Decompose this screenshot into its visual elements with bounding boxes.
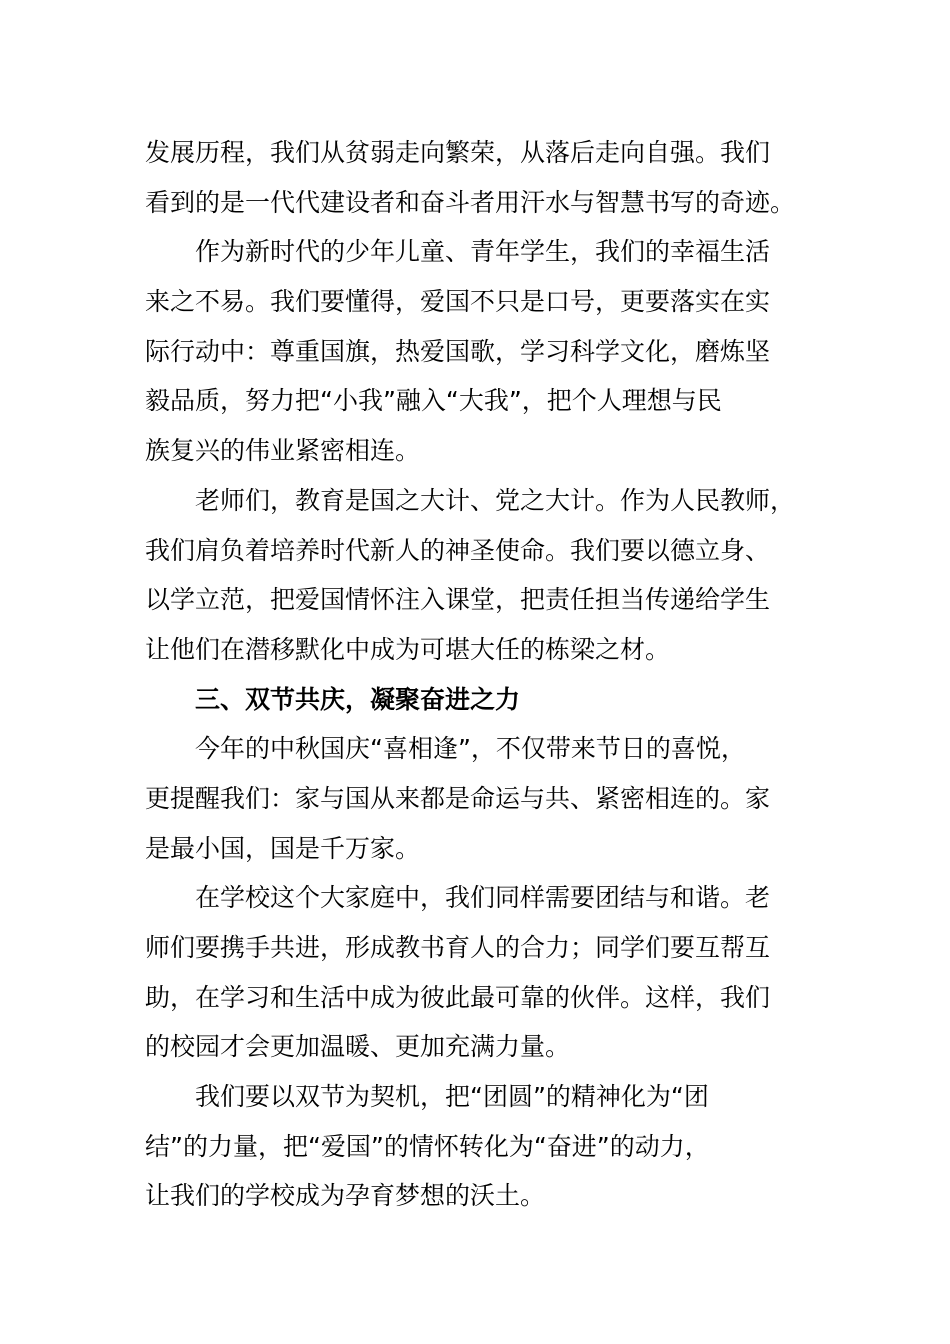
text-line: 师们要携手共进，形成教书育人的合力；同学们要互帮互 (145, 933, 771, 962)
text-line: 际行动中：尊重国旗，热爱国歌，学习科学文化，磨炼坚 (145, 336, 771, 366)
text-line: 来之不易。我们要懂得，爱国不只是口号，更要落实在实 (145, 287, 771, 317)
text-line: 让我们的学校成为孕育梦想的沃土。 (145, 1181, 546, 1211)
text-line: 以学立范，把爱国情怀注入课堂，把责任担当传递给学生 (145, 585, 771, 615)
text-line: 我们肩负着培养时代新人的神圣使命。我们要以德立身、 (145, 535, 771, 565)
document-body (145, 128, 835, 1221)
section-heading: 三、双节共庆，凝聚奋进之力 (195, 684, 521, 714)
paragraph-start-line: 今年的中秋国庆“喜相逢”，不仅带来节日的喜悦， (195, 734, 746, 764)
text-line: 看到的是一代代建设者和奋斗者用汗水与智慧书写的奇迹。 (145, 187, 796, 217)
text-line: 的校园才会更加温暖、更加充满力量。 (145, 1032, 571, 1062)
paragraph-start-line: 作为新时代的少年儿童、青年学生，我们的幸福生活 (195, 237, 771, 267)
text-line: 是最小国，国是千万家。 (145, 833, 421, 863)
text-line: 毅品质，努力把“小我”融入“大我”，把个人理想与民 (145, 386, 722, 416)
text-line: 更提醒我们：家与国从来都是命运与共、紧密相连的。家 (145, 783, 771, 813)
text-line: 让他们在潜移默化中成为可堪大任的栋梁之材。 (145, 634, 671, 664)
paragraph-start-line: 在学校这个大家庭中，我们同样需要团结与和谐。老 (195, 883, 771, 913)
text-line: 发展历程，我们从贫弱走向繁荣，从落后走向自强。我们 (145, 138, 771, 167)
paragraph-start-line: 我们要以双节为契机，把“团圆”的精神化为“团 (195, 1082, 709, 1112)
text-line: 结”的力量，把“爱国”的情怀转化为“奋进”的动力， (145, 1131, 710, 1161)
text-line: 族复兴的伟业紧密相连。 (145, 436, 421, 466)
text-line: 助，在学习和生活中成为彼此最可靠的伙伴。这样，我们 (145, 982, 771, 1012)
paragraph-start-line: 老师们，教育是国之大计、党之大计。作为人民教师， (195, 485, 796, 515)
